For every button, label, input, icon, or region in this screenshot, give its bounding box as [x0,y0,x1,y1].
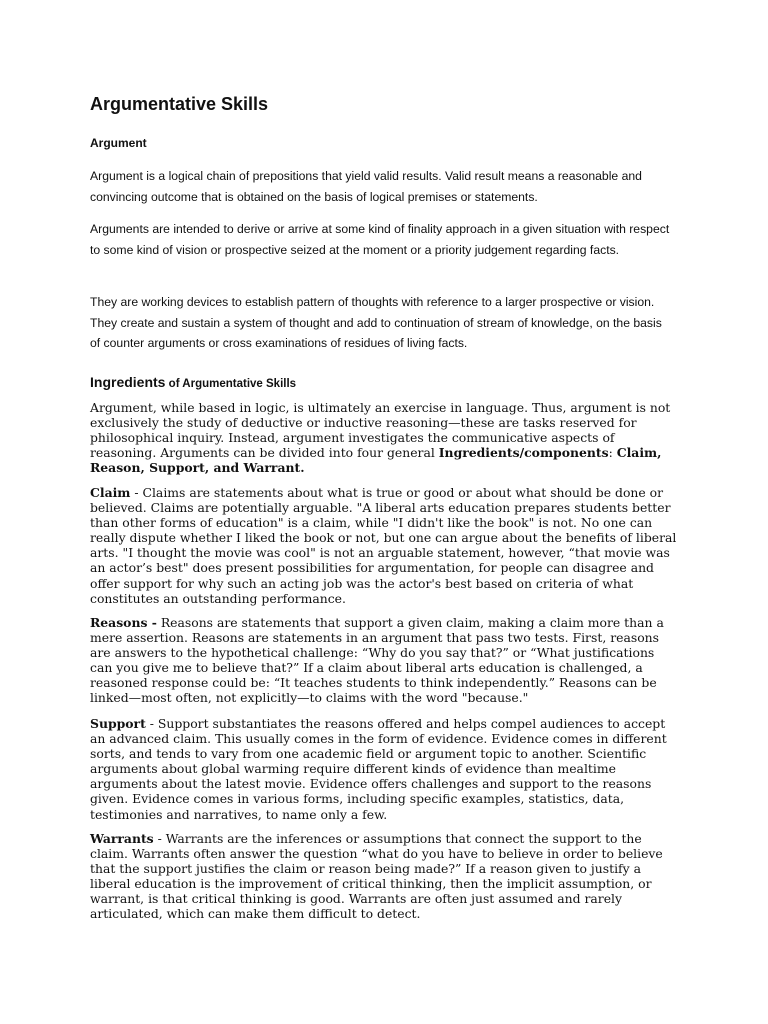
argument-paragraph-3: They are working devices to establish pattern of thoughts with reference to a larger prospective or vision. They create and sustain a system of thought and add to continuation of stream of knowledge, on the basis of counter arguments or cross examinations of residues of living facts. [90,295,662,350]
intro-colon: : [608,445,617,461]
claim-paragraph [90,485,680,606]
ingredients-heading-rest: of Argumentative Skills [165,378,297,390]
reasons-term: Reasons - [90,615,157,630]
argument-paragraph-2: Arguments are intended to derive or arrive at some kind of finality approach in a given situation with respect to some kind of vision or prospective seized at the moment or a priority judgement regarding facts. [90,222,670,257]
reasons-text: Reasons are statements that support a given claim, making a claim more than a mere assertion. Reasons are statements in an argument that pass two tests. First, reasons are answers to the hypothetical challenge: “Why do you say that?” or “What justifications can you give me to believe that?” If a claim about liberal arts education is challenged, a reasoned response could be: “It teaches students to think independently.” Reasons can be linked—most often, not explicitly—to claims with the word "because." [90,615,664,706]
claim-text: - Claims are statements about what is true or good or about what should be done or believed. Claims are potentially arguable. "A liberal arts education prepares students better than other forms of education" is a claim, while "I didn't like the book" is not. No one can really dispute whether I liked the book or not, but one can argue about the benefits of liberal arts. "I thought the movie was cool" is not an arguable statement, however, “that movie was an actor’s best" does present possibilities for argumentation, for people can disagree and offer support for why such an acting job was the actor's best based on criteria of what constitutes an outstanding performance. [90,485,677,606]
ingredients-intro-paragraph [90,400,680,475]
intro-bold-list: Claim, Reason, Support, and Warrant. [90,445,662,476]
support-text: - Support substantiates the reasons offered and helps compel audiences to accept an advanced claim. This usually comes in the form of evidence. Evidence comes in different sorts, and tends to vary from one academic field or argument topic to another. Scientific arguments about global warming require different kinds of evidence than mealtime arguments about the latest movie. Evidence offers challenges and support to the reasons given. Evidence comes in various forms, including specific examples, statistics, data, testimonies and narratives, to name only a few. [90,716,667,822]
ingredients-heading-main: Ingredients [90,374,166,390]
warrants-text: - Warrants are the inferences or assumptions that connect the support to the claim. Warrants often answer the question “what do you have to believe in order to believe that the support justifies the claim or reason being made?” If a reason given to justify a liberal education is the improvement of critical thinking, then the implicit assumption, or warrant, is that critical thinking is good. Warrants are often just assumed and rarely articulated, which can make them difficult to detect. [90,831,663,922]
intro-bold-components: Ingredients/components [438,445,609,461]
argument-paragraph-1: Argument is a logical chain of prepositions that yield valid results. Valid result means a reasonable and convincing outcome that is obtained on the basis of logical premises or statements. [90,169,642,204]
ingredients-heading [90,366,296,394]
reasons-paragraph [90,615,680,706]
warrants-term: Warrants [90,831,154,846]
claim-term: Claim [90,485,131,500]
warrants-paragraph [90,831,680,922]
support-term: Support [90,716,146,731]
document-title: Argumentative Skills [90,94,269,114]
support-paragraph [90,716,680,822]
intro-text: Argument, while based in logic, is ultimately an exercise in language. Thus, argument is not exclusively the study of deductive or inductive reasoning—these are tasks reserved for philosophical inquiry. Instead, argument investigates the communicative aspects of reasoning. Arguments can be divided into four general [90,400,671,461]
argument-heading: Argument [90,136,147,150]
